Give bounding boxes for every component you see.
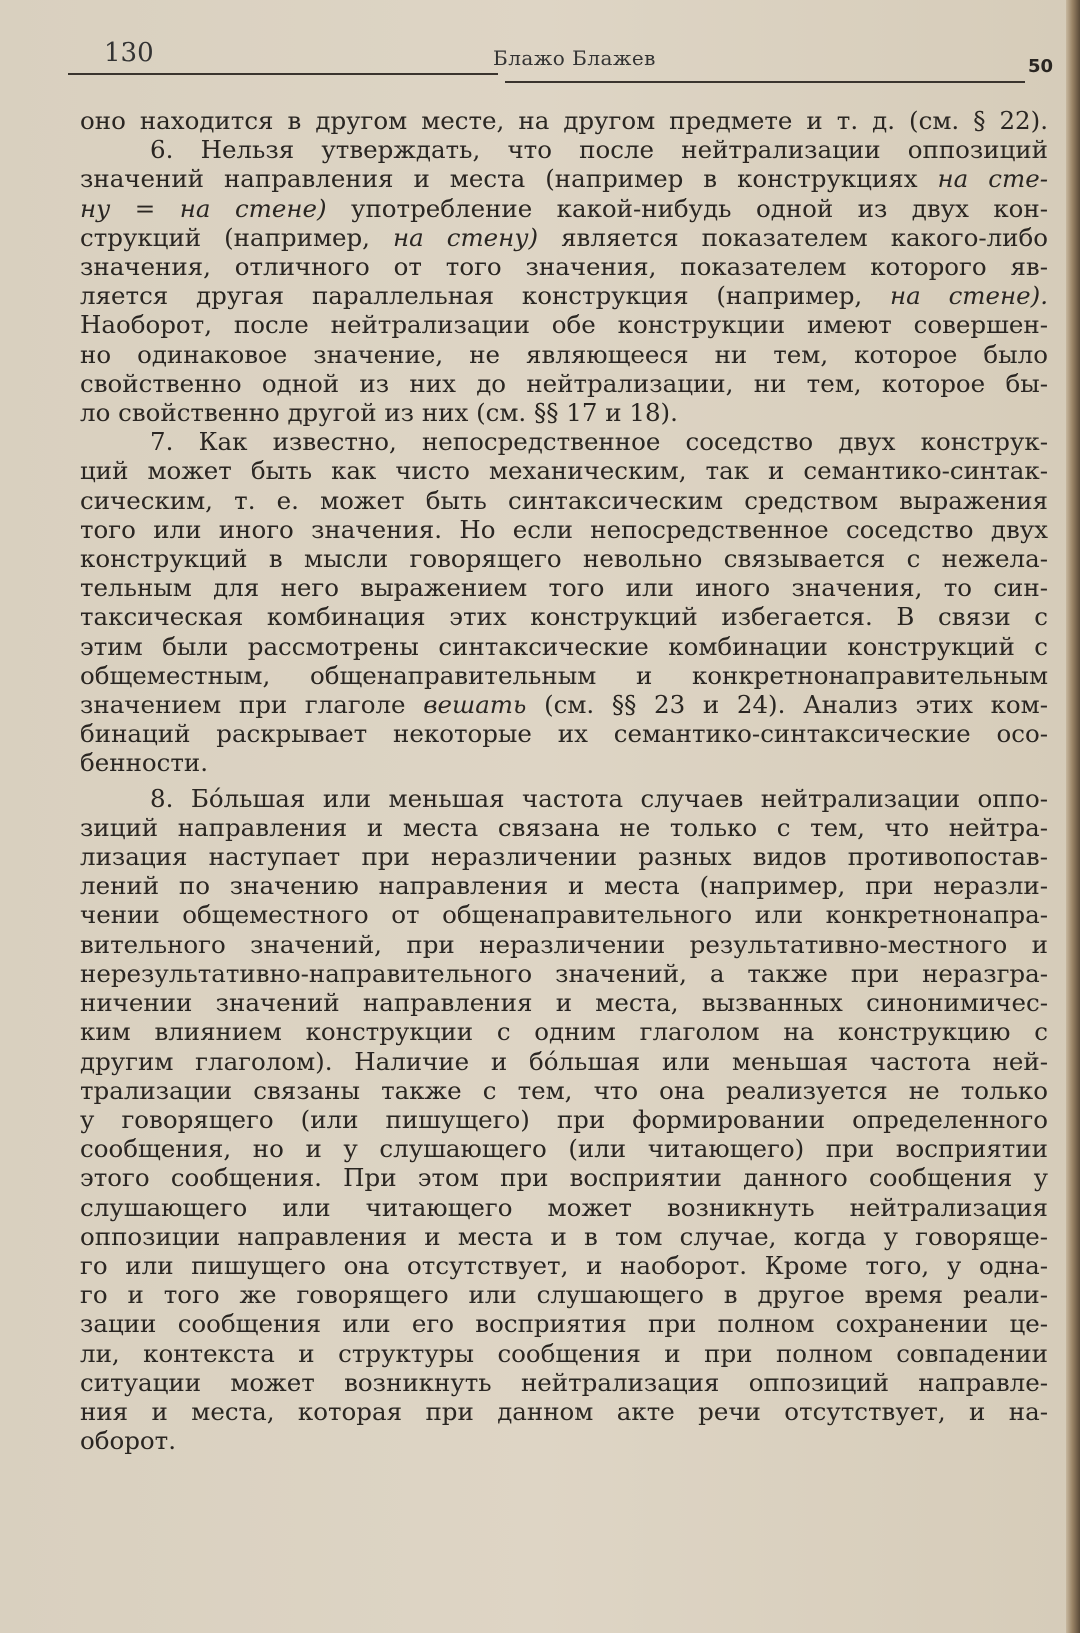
text-line: этого сообщения. При этом при восприятии данного сообщения у <box>80 1163 1048 1193</box>
italic-run: на сте- <box>937 164 1048 194</box>
text-line: лений по значению направления и места (например, при неразли- <box>80 871 1048 901</box>
text-line: вительного значений, при неразличении результативно-местного и <box>80 929 1048 959</box>
text-line: Наоборот, после нейтрализации обе конструкции имеют совершен- <box>80 310 1048 340</box>
text-line: конструкций в мысли говорящего невольно связывается с нежела- <box>80 544 1048 574</box>
text-line: сическим, т. е. может быть синтаксическим средством выражения <box>80 485 1048 515</box>
running-head: Блажо Блажев <box>493 46 656 70</box>
text-line: зации сообщения или его восприятия при полном сохранении це- <box>80 1309 1048 1339</box>
header-rule-right <box>505 81 1025 83</box>
text-run: употребление какой-нибудь одной из двух кон- <box>326 193 1048 223</box>
text-line: другим глаголом). Наличие и бóльшая или меньшая частота ней- <box>80 1046 1048 1076</box>
text-line: сообщения, но и у слушающего (или читающего) при восприятии <box>80 1134 1048 1164</box>
text-run: (см. §§ 23 и 24). Анализ этих ком- <box>526 690 1048 720</box>
text-line <box>80 281 1048 310</box>
paragraph-8 <box>80 784 1048 1456</box>
text-line: оборот. <box>80 1426 177 1456</box>
text-line: оппозиции направления и места и в том случае, когда у говоряще- <box>80 1221 1048 1251</box>
text-line: ким влиянием конструкции с одним глаголом на конструкцию с <box>80 1017 1048 1047</box>
page-number: 130 <box>104 38 154 68</box>
text-line: 8. Бóльшая или меньшая частота случаев нейтрализации оппо- <box>150 783 1048 813</box>
text-line: оно находится в другом месте, на другом предмете и т. д. (см. § 22). <box>80 106 1048 135</box>
text-line: бенности. <box>80 748 209 778</box>
text-run: значений направления и места (например в конструкциях <box>80 164 938 194</box>
text-line: у говорящего (или пишущего) при формировании определенного <box>80 1104 1048 1134</box>
italic-run: ну = на стене) <box>80 193 327 223</box>
text-line: ситуации может возникнуть нейтрализация оппозиций направле- <box>80 1367 1048 1397</box>
text-line <box>80 194 1048 223</box>
corner-mark: 50 <box>1028 56 1054 77</box>
text-line: того или иного значения. Но если непосредственное соседство двух <box>80 514 1048 544</box>
text-line: ничении значений направления и места, вызванных синонимичес- <box>80 988 1048 1018</box>
book-binding-edge <box>1066 0 1080 1633</box>
text-run: струкций (например, <box>80 222 393 252</box>
text-line <box>80 690 1048 719</box>
text-line: этим были рассмотрены синтаксические комбинации конструкций с <box>80 631 1048 661</box>
text-line: лизация наступает при неразличении разных видов противопостав- <box>80 842 1048 872</box>
italic-run: вешать <box>423 690 527 720</box>
text-line: го и того же говорящего или слушающего в другое время реали- <box>80 1280 1048 1310</box>
italic-run: на стену) <box>392 222 539 252</box>
italic-run: на стене). <box>890 281 1049 311</box>
text-run: ляется другая параллельная конструкция (например, <box>80 281 891 311</box>
paragraph-7 <box>80 427 1048 777</box>
page-header <box>68 32 1058 82</box>
text-line: 7. Как известно, непосредственное соседство двух конструк- <box>150 427 1048 457</box>
text-line: таксическая комбинация этих конструкций избегается. В связи с <box>80 602 1048 632</box>
text-line: значения, отличного от того значения, показателем которого яв- <box>80 252 1048 282</box>
text-line: зиций направления и места связана не только с тем, что нейтра- <box>80 812 1048 842</box>
text-line: тельным для него выражением того или иного значения, то син- <box>80 573 1048 603</box>
text-line: общеместным, общенаправительным и конкретнонаправительным <box>80 660 1048 690</box>
text-line <box>80 223 1048 252</box>
text-line: свойственно одной из них до нейтрализации, ни тем, которое бы- <box>80 368 1048 398</box>
text-line: но одинаковое значение, не являющееся ни тем, которое было <box>80 339 1048 369</box>
text-line: бинаций раскрывает некоторые их семантико-синтаксические осо- <box>80 719 1048 749</box>
text-line: го или пишущего она отсутствует, и наоборот. Кроме того, у одна- <box>80 1250 1048 1280</box>
paragraph-continuation <box>80 106 1048 135</box>
text-run: значением при глаголе <box>80 690 424 720</box>
text-line: ли, контекста и структуры сообщения и при полном совпадении <box>80 1338 1048 1368</box>
text-line: 6. Нельзя утверждать, что после нейтрализации оппозиций <box>150 135 1048 165</box>
text-line: чении общеместного от общенаправительного или конкретнонапра- <box>80 900 1048 930</box>
text-line: трализации связаны также с тем, что она реализуется не только <box>80 1075 1048 1105</box>
text-line: ций может быть как чисто механическим, так и семантико-синтак- <box>80 456 1048 486</box>
text-line <box>80 164 1048 193</box>
body-text <box>80 106 1048 1455</box>
text-line: ния и места, которая при данном акте речи отсутствует, и на- <box>80 1396 1048 1426</box>
text-line: нерезультативно-направительного значений, а также при неразгра- <box>80 958 1048 988</box>
header-rule-left <box>68 73 498 75</box>
text-line: ло свойственно другой из них (см. §§ 17 и 18). <box>80 398 678 428</box>
text-line: слушающего или читающего может возникнуть нейтрализация <box>80 1192 1048 1222</box>
paragraph-6 <box>80 135 1048 427</box>
text-run: является показателем какого-либо <box>538 222 1048 252</box>
